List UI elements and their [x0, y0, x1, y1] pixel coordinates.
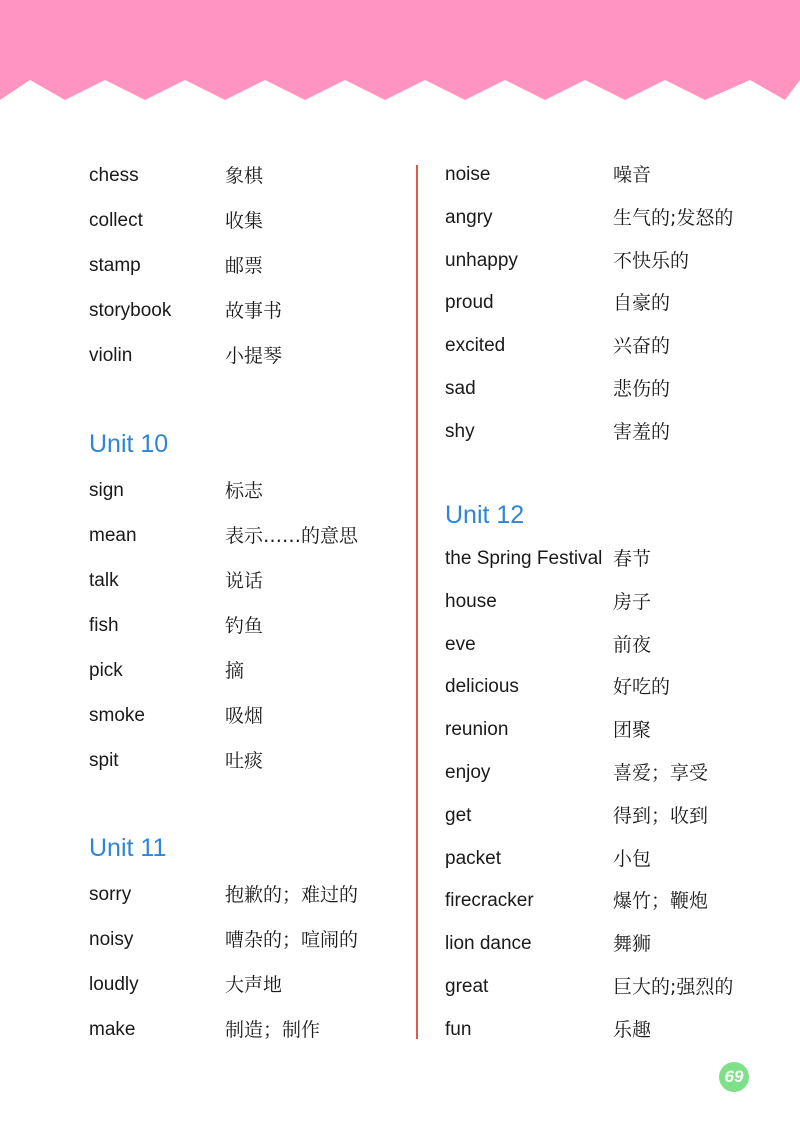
english-word: loudly [89, 974, 139, 995]
english-word: firecracker [445, 890, 534, 912]
chinese-meaning: 得到；收到 [613, 804, 709, 827]
chinese-meaning: 标志 [225, 480, 264, 502]
english-word: house [445, 590, 497, 612]
english-word: reunion [445, 719, 509, 741]
english-word: packet [445, 847, 501, 869]
english-word: proud [445, 292, 494, 314]
english-word: stamp [89, 255, 141, 276]
chinese-meaning: 舞狮 [613, 933, 652, 956]
chinese-meaning: 春节 [613, 548, 652, 570]
chinese-meaning: 乐趣 [613, 1018, 652, 1041]
english-word: make [89, 1019, 136, 1040]
english-word: sorry [89, 884, 132, 905]
english-word: chess [89, 165, 139, 186]
english-word: unhappy [445, 249, 518, 271]
english-word: smoke [89, 705, 145, 726]
chinese-meaning: 吐痰 [225, 750, 264, 772]
english-word: great [445, 976, 489, 997]
page-number: 69 [724, 1067, 744, 1086]
english-word: noisy [89, 929, 134, 950]
english-word: enjoy [445, 762, 491, 783]
english-word: fish [89, 615, 119, 636]
chinese-meaning: 收集 [225, 210, 264, 232]
english-word: sad [445, 378, 476, 399]
chinese-meaning: 自豪的 [613, 292, 671, 315]
chinese-meaning: 吸烟 [225, 705, 264, 727]
chinese-meaning: 嘈杂的；喧闹的 [225, 929, 359, 951]
chinese-meaning: 制造；制作 [225, 1019, 321, 1041]
english-word: collect [89, 210, 143, 231]
english-word: mean [89, 525, 137, 546]
english-word: get [445, 804, 472, 826]
chinese-meaning: 大声地 [225, 974, 283, 996]
column-divider [416, 165, 418, 1039]
chinese-meaning: 团聚 [613, 719, 652, 742]
english-word: delicious [445, 676, 519, 698]
page-number-badge [718, 1061, 750, 1093]
english-word: shy [445, 420, 475, 442]
english-word: spit [89, 750, 119, 771]
english-word: talk [89, 570, 119, 591]
chinese-meaning: 爆竹；鞭炮 [613, 890, 709, 913]
chinese-meaning: 摘 [225, 660, 245, 682]
english-word: excited [445, 335, 506, 357]
unit-10-heading: Unit 10 [89, 430, 169, 458]
chinese-meaning: 不快乐的 [613, 249, 690, 272]
chinese-meaning: 巨大的;强烈的 [613, 976, 734, 998]
chinese-meaning: 害羞的 [613, 420, 671, 443]
english-word: fun [445, 1018, 472, 1040]
chinese-meaning: 噪音 [613, 164, 652, 186]
chinese-meaning: 邮票 [225, 255, 264, 277]
unit-11-heading: Unit 11 [89, 834, 167, 862]
unit-12-heading: Unit 12 [445, 501, 525, 529]
chinese-meaning: 悲伤的 [613, 378, 671, 400]
chinese-meaning: 喜爱；享受 [613, 762, 709, 784]
chinese-meaning: 抱歉的；难过的 [225, 884, 359, 906]
english-word: angry [445, 206, 493, 228]
english-word: pick [89, 660, 123, 681]
chinese-meaning: 钓鱼 [225, 615, 264, 637]
english-word: noise [445, 164, 491, 185]
chinese-meaning: 前夜 [613, 633, 652, 656]
chinese-meaning: 故事书 [225, 300, 283, 322]
english-word: storybook [89, 300, 172, 321]
english-word: the Spring Festival [445, 548, 603, 569]
english-word: sign [89, 480, 124, 501]
english-word: eve [445, 633, 476, 655]
chinese-meaning: 表示……的意思 [225, 525, 359, 547]
chinese-meaning: 小包 [613, 847, 652, 870]
chinese-meaning: 说话 [225, 570, 264, 592]
chinese-meaning: 好吃的 [613, 676, 671, 699]
chinese-meaning: 房子 [613, 590, 652, 613]
pink-zigzag-banner [0, 0, 800, 105]
chinese-meaning: 小提琴 [225, 345, 283, 367]
chinese-meaning: 兴奋的 [613, 335, 671, 358]
english-word: lion dance [445, 933, 532, 955]
chinese-meaning: 生气的;发怒的 [613, 206, 734, 229]
english-word: violin [89, 345, 133, 366]
chinese-meaning: 象棋 [225, 165, 264, 187]
